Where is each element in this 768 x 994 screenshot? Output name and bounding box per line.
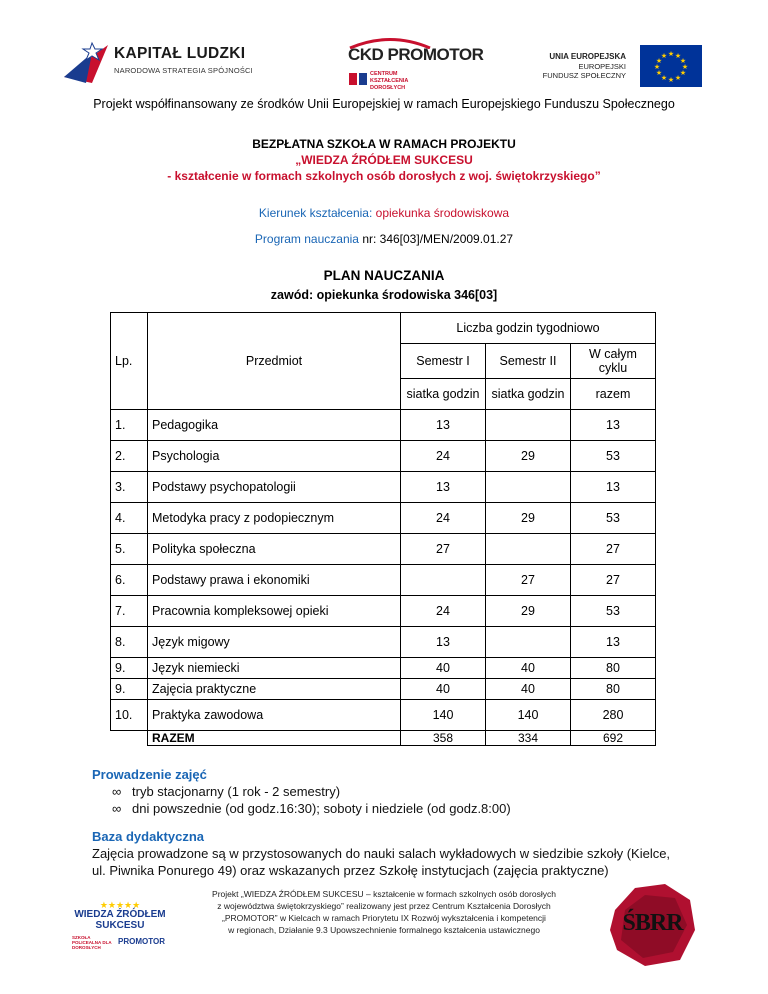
row-sem2: 40 [486, 679, 571, 700]
row-subject: Pracownia kompleksowej opieki [148, 596, 401, 627]
row-total: 53 [571, 503, 656, 534]
row-sem2: 29 [486, 503, 571, 534]
svg-text:★: ★ [660, 52, 668, 60]
total-sem2: 334 [486, 731, 571, 746]
row-lp: 6. [111, 565, 148, 596]
infinity-bullet-icon: ∞ [112, 801, 122, 816]
baza-heading: Baza dydaktyczna [92, 829, 204, 844]
table-row [111, 472, 656, 503]
kapital-ludzki-emblem-icon [62, 37, 110, 85]
footer-line1: Projekt „WIEDZA ŹRÓDŁEM SUKCESU – kształcenie w formach szkolnych osób dorosłych [212, 889, 556, 899]
baza-line1: Zajęcia prowadzone są w przystosowanych do nauki salach wykładowych w siedzibie szkoły (Kielce, [92, 846, 671, 861]
footer-text [178, 888, 590, 936]
header-cycle: W całym cyklu [571, 344, 656, 379]
total-row [111, 731, 656, 746]
prowadzenie-heading: Prowadzenie zajęć [92, 767, 207, 782]
svg-text:★: ★ [655, 57, 663, 65]
eu-line3: FUNDUSZ SPOŁECZNY [542, 71, 626, 80]
plan-table [110, 312, 656, 746]
kierunek-line [0, 206, 768, 220]
total-label: RAZEM [148, 731, 401, 746]
row-lp: 4. [111, 503, 148, 534]
table-row [111, 627, 656, 658]
table-row [111, 679, 656, 700]
sbrr-logo-text: ŚBRR [622, 910, 683, 936]
svg-text:★: ★ [660, 74, 668, 82]
row-total: 53 [571, 596, 656, 627]
row-sem1: 13 [401, 627, 486, 658]
row-lp: 7. [111, 596, 148, 627]
ckd-promotor-subtitle: CENTRUM KSZTAŁCENIA DOROSŁYCH [370, 71, 409, 91]
table-row [111, 441, 656, 472]
table-row [111, 565, 656, 596]
row-subject: Pedagogika [148, 410, 401, 441]
kierunek-label: Kierunek kształcenia: [258, 206, 373, 220]
header-sem1: Semestr I [401, 344, 486, 379]
row-sem2 [486, 627, 571, 658]
eu-line2: EUROPEJSKI [578, 61, 626, 71]
ckd-book-icon [348, 71, 368, 87]
header-sem2: Semestr II [486, 344, 571, 379]
infinity-bullet-icon: ∞ [112, 784, 122, 799]
total-sem1: 358 [401, 731, 486, 746]
prowadzenie-item [112, 784, 340, 799]
row-lp: 3. [111, 472, 148, 503]
wiedza-promotor-text: PROMOTOR [118, 937, 165, 946]
subheader-sem2: siatka godzin [486, 379, 571, 410]
kapital-ludzki-logo [62, 37, 253, 87]
row-subject: Zajęcia praktyczne [148, 679, 401, 700]
row-sem2 [486, 472, 571, 503]
row-sem1: 24 [401, 596, 486, 627]
table-row [111, 503, 656, 534]
prowadzenie-item [112, 801, 511, 816]
row-sem1: 40 [401, 658, 486, 679]
table-row [111, 700, 656, 731]
svg-text:★: ★ [679, 69, 687, 77]
row-subject: Język niemiecki [148, 658, 401, 679]
row-lp: 10. [111, 700, 148, 731]
intro-line2: „WIEDZA ŹRÓDŁEM SUKCESU [295, 153, 473, 167]
row-subject: Podstawy prawa i ekonomiki [148, 565, 401, 596]
footer-line2: z województwa świętokrzyskiego” realizowany jest przez Centrum Kształcenia Dorosłych [217, 901, 551, 911]
table-row [111, 534, 656, 565]
row-lp: 2. [111, 441, 148, 472]
row-sem1: 140 [401, 700, 486, 731]
row-sem2: 140 [486, 700, 571, 731]
svg-text:★: ★ [667, 76, 675, 84]
header-przedmiot: Przedmiot [148, 313, 401, 410]
intro-line1: BEZPŁATNA SZKOŁA W RAMACH PROJEKTU [252, 137, 516, 151]
svg-text:★: ★ [679, 57, 687, 65]
row-lp: 5. [111, 534, 148, 565]
kapital-ludzki-subtitle: NARODOWA STRATEGIA SPÓJNOŚCI [114, 66, 253, 75]
row-subject: Polityka społeczna [148, 534, 401, 565]
row-total: 27 [571, 534, 656, 565]
wiedza-zrodlem-sukcesu-logo [70, 897, 170, 959]
svg-text:★: ★ [655, 69, 663, 77]
table-row [111, 596, 656, 627]
row-sem1: 24 [401, 441, 486, 472]
plan-subtitle: zawód: opiekunka środowiska 346[03] [270, 288, 498, 302]
footer-line3: „PROMOTOR” w Kielcach w ramach Priorytetu IX Rozwój wykształcenia i kompetencji [222, 913, 546, 923]
row-sem1: 13 [401, 472, 486, 503]
svg-text:★: ★ [667, 50, 675, 58]
row-sem2: 27 [486, 565, 571, 596]
row-total: 27 [571, 565, 656, 596]
kierunek-value: opiekunka środowiskowa [375, 206, 510, 220]
program-label: Program nauczania [254, 232, 359, 246]
header-lp: Lp. [111, 313, 148, 410]
total-empty [111, 731, 148, 746]
wiedza-logo-text: WIEDZA ŹRÓDŁEM SUKCESU [74, 909, 166, 931]
row-sem2 [486, 410, 571, 441]
cofinancing-text: Projekt współfinansowany ze środków Unii Europejskiej w ramach Europejskiego Funduszu Społecznego [93, 97, 675, 111]
row-total: 80 [571, 679, 656, 700]
row-total: 53 [571, 441, 656, 472]
intro-line3: - kształcenie w formach szkolnych osób dorosłych z woj. świętokrzyskiego” [167, 169, 601, 183]
row-total: 13 [571, 472, 656, 503]
row-subject: Język migowy [148, 627, 401, 658]
row-sem1: 13 [401, 410, 486, 441]
baza-line2: ul. Piwnika Ponurego 49) oraz wskazanych przez Szkołę instytucjach (zajęcia praktyczne) [92, 863, 609, 878]
prowadzenie-item-text: tryb stacjonarny (1 rok - 2 semestry) [132, 784, 341, 799]
ckd-promotor-name: CKD PROMOTOR [348, 45, 484, 64]
row-sem1 [401, 565, 486, 596]
row-total: 280 [571, 700, 656, 731]
row-lp: 9. [111, 658, 148, 679]
program-line [0, 232, 768, 246]
row-lp: 1. [111, 410, 148, 441]
total-cycle: 692 [571, 731, 656, 746]
row-lp: 9. [111, 679, 148, 700]
table-row [111, 658, 656, 679]
svg-text:★★★★★: ★★★★★ [99, 901, 141, 911]
program-value: nr: 346[03]/MEN/2009.01.27 [362, 232, 514, 246]
subheader-cycle: razem [571, 379, 656, 410]
svg-text:★: ★ [681, 63, 689, 71]
kapital-ludzki-title: KAPITAŁ LUDZKI [114, 45, 246, 62]
row-sem2: 29 [486, 441, 571, 472]
row-subject: Podstawy psychopatologii [148, 472, 401, 503]
table-row [111, 410, 656, 441]
svg-text:★: ★ [674, 52, 682, 60]
row-total: 80 [571, 658, 656, 679]
footer-line4: w regionach, Działanie 9.3 Upowszechnienie formalnego kształcenia ustawicznego [228, 925, 540, 935]
row-lp: 8. [111, 627, 148, 658]
row-sem1: 40 [401, 679, 486, 700]
row-subject: Psychologia [148, 441, 401, 472]
row-total: 13 [571, 410, 656, 441]
eu-line1: UNIA EUROPEJSKA [549, 52, 626, 61]
row-sem2: 29 [486, 596, 571, 627]
row-sem2: 40 [486, 658, 571, 679]
row-sem2 [486, 534, 571, 565]
svg-text:★: ★ [674, 74, 682, 82]
plan-title: PLAN NAUCZANIA [323, 268, 445, 283]
row-sem1: 27 [401, 534, 486, 565]
row-sem1: 24 [401, 503, 486, 534]
subheader-sem1: siatka godzin [401, 379, 486, 410]
eu-text [543, 52, 626, 81]
row-subject: Metodyka pracy z podopiecznym [148, 503, 401, 534]
row-total: 13 [571, 627, 656, 658]
eu-flag-icon [640, 45, 702, 87]
wiedza-small-text: SZKOŁA POLICEALNA DLA DOROSŁYCH [72, 935, 112, 950]
header-liczba-godzin: Liczba godzin tygodniowo [401, 313, 656, 344]
ckd-promotor-logo [340, 35, 484, 95]
row-subject: Praktyka zawodowa [148, 700, 401, 731]
sbrr-logo [605, 880, 700, 970]
svg-text:★: ★ [653, 63, 661, 71]
prowadzenie-item-text: dni powszednie (od godz.16:30); soboty i niedziele (od godz.8:00) [132, 801, 511, 816]
